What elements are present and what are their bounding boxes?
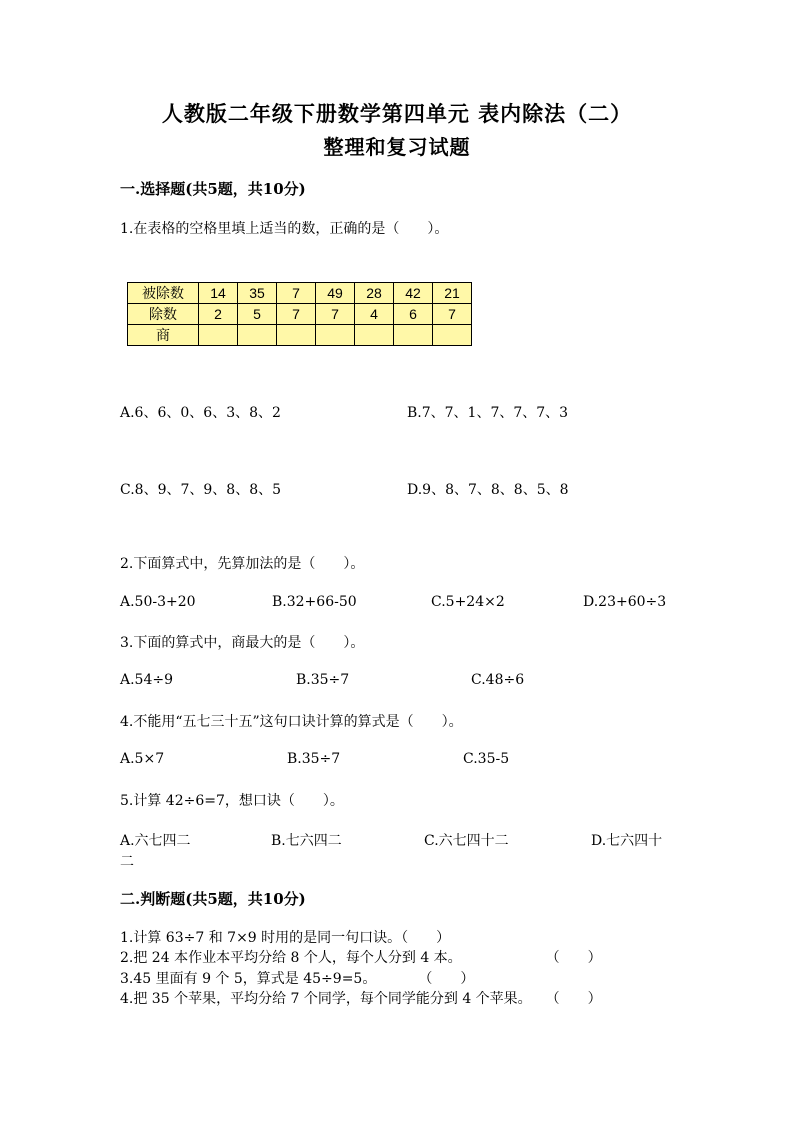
table-cell: 14: [199, 283, 238, 304]
table-row: [128, 283, 472, 304]
question-4: 4.不能用“五七三十五”这句口诀计算的算式是（ ）。: [120, 714, 463, 730]
q5-option-d-wrap: 二: [120, 854, 134, 870]
table-cell: 35: [238, 283, 277, 304]
table-cell: 28: [355, 283, 394, 304]
table-cell: 7: [277, 283, 316, 304]
answer-cell[interactable]: [316, 325, 355, 346]
answer-cell[interactable]: [394, 325, 433, 346]
row-label-dividend: 被除数: [128, 283, 199, 304]
q3-option-a[interactable]: A.54÷9: [120, 672, 174, 688]
q4-option-c[interactable]: C.35-5: [463, 751, 510, 767]
question-1: 1.在表格的空格里填上适当的数，正确的是（ ）。: [120, 221, 449, 237]
table-cell: 7: [277, 304, 316, 325]
q1-option-a[interactable]: A.6、6、0、6、3、8、2: [120, 405, 281, 421]
table-cell: 7: [316, 304, 355, 325]
section-heading-choice: 一.选择题(共5题，共10分): [120, 180, 306, 198]
judge-question-3: 3.45 里面有 9 个 5，算式是 45÷9=5。 （ ）: [120, 971, 475, 987]
judge-question-1: 1.计算 63÷7 和 7×9 时用的是同一句口诀。（ ）: [120, 930, 451, 946]
q2-option-c[interactable]: C.5+24×2: [431, 594, 505, 610]
q5-option-a[interactable]: A.六七四二: [120, 833, 191, 849]
row-label-divisor: 除数: [128, 304, 199, 325]
table-cell: 5: [238, 304, 277, 325]
table-cell: 2: [199, 304, 238, 325]
table-row: [128, 304, 472, 325]
q3-option-b[interactable]: B.35÷7: [296, 672, 350, 688]
judge-question-4: 4.把 35 个苹果，平均分给 7 个同学，每个同学能分到 4 个苹果。 （ ）: [120, 991, 602, 1007]
page-subtitle: 整理和复习试题: [323, 135, 471, 159]
table-cell: 49: [316, 283, 355, 304]
q1-option-d[interactable]: D.9、8、7、8、8、5、8: [407, 482, 569, 498]
question-2: 2.下面算式中，先算加法的是（ ）。: [120, 556, 365, 572]
q5-option-c[interactable]: C.六七四十二: [424, 833, 509, 849]
q5-option-d[interactable]: D.七六四十: [591, 833, 663, 849]
question-3: 3.下面的算式中，商最大的是（ ）。: [120, 635, 365, 651]
division-table: [127, 282, 472, 346]
answer-cell[interactable]: [433, 325, 472, 346]
row-label-quotient: 商: [128, 325, 199, 346]
q1-option-c[interactable]: C.8、9、7、9、8、8、5: [120, 482, 282, 498]
table-cell: 4: [355, 304, 394, 325]
table-row: [128, 325, 472, 346]
answer-cell[interactable]: [238, 325, 277, 346]
q2-option-b[interactable]: B.32+66-50: [272, 594, 357, 610]
answer-cell[interactable]: [355, 325, 394, 346]
q1-option-b[interactable]: B.7、7、1、7、7、7、3: [407, 405, 569, 421]
answer-cell[interactable]: [199, 325, 238, 346]
section-heading-judge: 二.判断题(共5题，共10分): [120, 890, 306, 908]
q5-option-b[interactable]: B.七六四二: [271, 833, 342, 849]
q4-option-b[interactable]: B.35÷7: [287, 751, 341, 767]
table-cell: 21: [433, 283, 472, 304]
q3-option-c[interactable]: C.48÷6: [471, 672, 525, 688]
table-cell: 7: [433, 304, 472, 325]
answer-cell[interactable]: [277, 325, 316, 346]
table-cell: 6: [394, 304, 433, 325]
table-cell: 42: [394, 283, 433, 304]
page-title: 人教版二年级下册数学第四单元 表内除法（二）: [161, 101, 633, 126]
question-5: 5.计算 42÷6=7，想口诀（ ）。: [120, 793, 344, 809]
q4-option-a[interactable]: A.5×7: [120, 751, 165, 767]
q2-option-d[interactable]: D.23+60÷3: [583, 594, 667, 610]
judge-question-2: 2.把 24 本作业本平均分给 8 个人，每个人分到 4 本。 （ ）: [120, 950, 602, 966]
q2-option-a[interactable]: A.50-3+20: [120, 594, 196, 610]
